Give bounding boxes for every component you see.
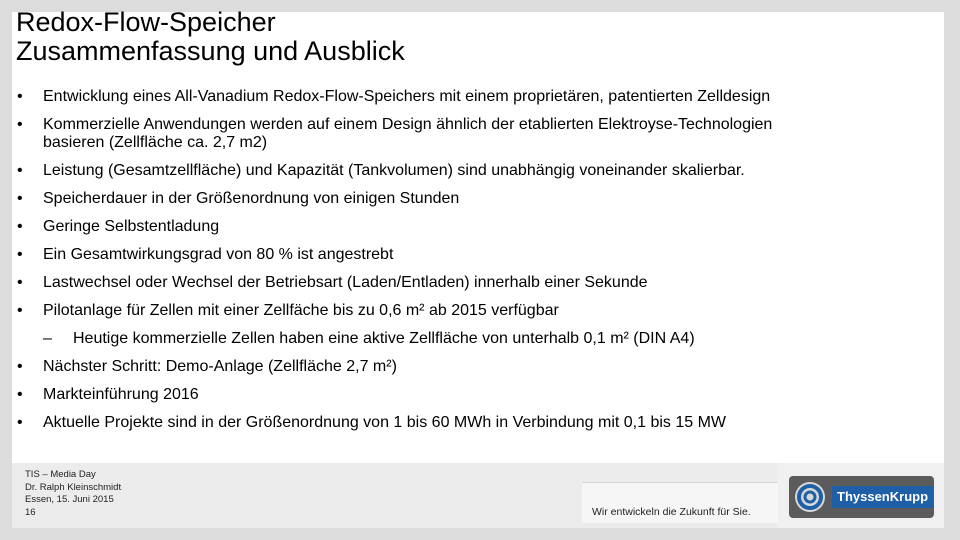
bullet-item xyxy=(15,190,920,218)
slide-title xyxy=(16,8,916,66)
bullet-list xyxy=(15,88,920,442)
bullet-item xyxy=(15,162,920,190)
bullet-text: • Speicherdauer in der Größenordnung von einigen Stunden xyxy=(43,190,460,207)
bullet-text: • Aktuelle Projekte sind in der Größenordnung von 1 bis 60 MWh in Verbindung mit 0,1 bis 15 MW xyxy=(43,414,727,431)
page-number: 16 xyxy=(25,506,36,518)
bullet-item xyxy=(15,386,920,414)
bullet-text: • Kommerzielle Anwendungen werden auf einem Design ähnlich der etablierten Elektroyse-Technologien xyxy=(43,116,773,133)
footer-info xyxy=(25,469,121,519)
bullet-text: • Nächster Schritt: Demo-Anlage (Zellfläche 2,7 m²) xyxy=(43,358,397,375)
bullet-item xyxy=(15,88,920,116)
bullet-item xyxy=(15,358,920,386)
bullet-item xyxy=(15,302,920,330)
footer-presenter: Dr. Ralph Kleinschmidt xyxy=(25,481,122,493)
footer-event: TIS – Media Day xyxy=(25,469,96,480)
bullet-item xyxy=(15,218,920,246)
bullet-item xyxy=(15,246,920,274)
bullet-item xyxy=(15,274,920,302)
tagline: Wir entwickeln die Zukunft für Sie. xyxy=(592,506,751,518)
bullet-item xyxy=(15,414,920,442)
bullet-text: • Markteinführung 2016 xyxy=(43,386,199,403)
logo-emblem-icon xyxy=(793,480,827,514)
bullet-text-continued: basieren (Zellfläche ca. 2,7 m2) xyxy=(43,134,268,151)
title-line-1: Redox-Flow-Speicher xyxy=(16,7,276,37)
sub-bullet-item xyxy=(15,330,920,358)
bullet-text: • Entwicklung eines All-Vanadium Redox-Flow-Speichers mit einem proprietären, patentierten Zelldesign xyxy=(43,88,771,105)
bullet-text: • Lastwechsel oder Wechsel der Betriebsart (Laden/Entladen) innerhalb einer Sekunde xyxy=(43,274,648,291)
bullet-text: • Leistung (Gesamtzellfläche) und Kapazität (Tankvolumen) sind unabhängig voneinander skalierbar. xyxy=(43,162,745,179)
footer-date: Essen, 15. Juni 2015 xyxy=(25,494,114,505)
bullet-text: • Geringe Selbstentladung xyxy=(43,218,220,235)
bullet-text: • Pilotanlage für Zellen mit einer Zellfäche bis zu 0,6 m² ab 2015 verfügbar xyxy=(43,302,559,319)
logo-wordmark: ThyssenKrupp xyxy=(832,486,933,508)
bullet-item xyxy=(15,116,920,162)
bullet-text: • Ein Gesamtwirkungsgrad von 80 % ist angestrebt xyxy=(43,246,394,263)
sub-bullet-text: – Heutige kommerzielle Zellen haben eine aktive Zellfläche von unterhalb 0,1 m² (DIN A4) xyxy=(73,330,695,347)
title-line-2: Zusammenfassung und Ausblick xyxy=(16,36,405,66)
